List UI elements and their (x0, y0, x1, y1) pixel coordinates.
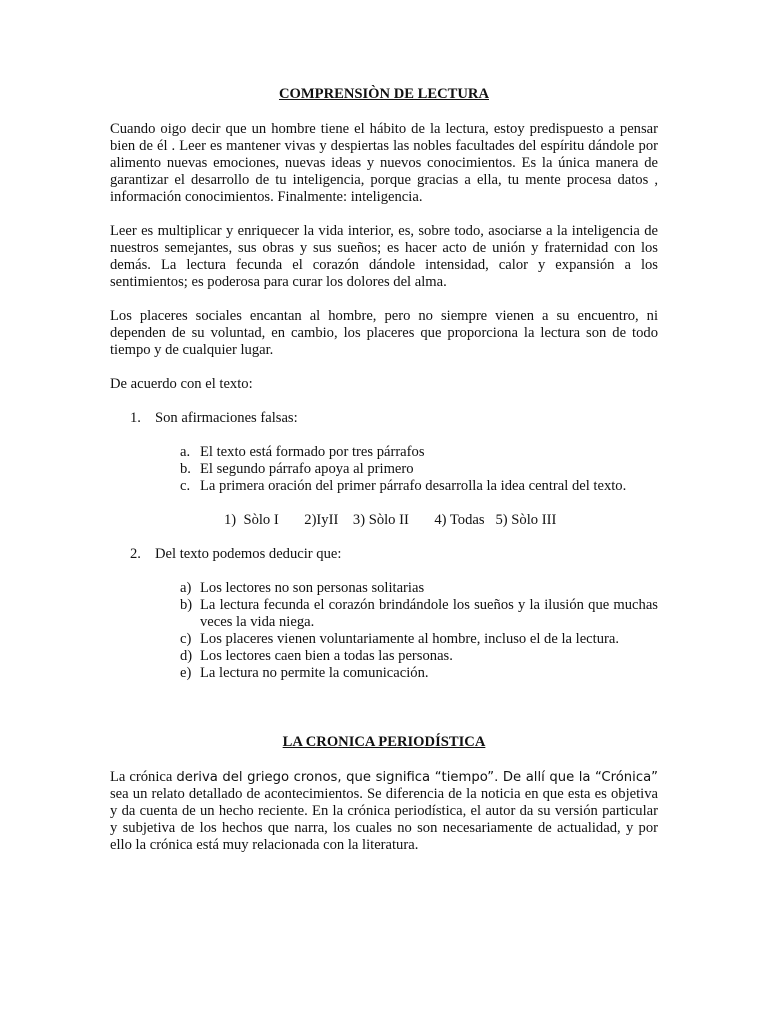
option-letter: c. (180, 478, 191, 494)
option-item (110, 665, 658, 682)
option-letter: c) (180, 631, 192, 647)
answer-choices: 1) Sòlo I 2)IyII 3) Sòlo II 4) Todas 5) Sòlo III (224, 512, 557, 528)
cronica-lead-serif: La crónica (110, 769, 177, 785)
paragraph-2: Leer es multiplicar y enriquecer la vida interior, es, sobre todo, asociarse a la inteligencia de nuestros semejantes, sus obras y sus sueños; es hacer acto de unión y fraternidad con los demás. La lectura fecunda el corazón dándole intensidad, calor y expansión a los sentimientos; es poderosa para curar los dolores del alma. (110, 223, 658, 290)
question-number: 1. (130, 410, 141, 426)
question-number: 2. (130, 546, 141, 562)
option-item (110, 648, 658, 665)
question-text: Del texto podemos deducir que: (155, 546, 342, 562)
option-text: Los lectores no son personas solitarias (200, 580, 425, 596)
questions-intro: De acuerdo con el texto: (110, 376, 253, 392)
paragraph-1: Cuando oigo decir que un hombre tiene el hábito de la lectura, estoy predispuesto a pensar bien de él . Leer es mantener vivas y despiertas las nobles facultades del espíritu dándole por alimento nuevas emociones, nuevas ideas y nuevos conocimientos. Es la única manera de garantizar el desarrollo de tu inteligencia, porque gracias a ella, tu mente procesa datos , información conocimientos. Finalmente: inteligencia. (110, 121, 658, 205)
section-title-comprension: COMPRENSIÒN DE LECTURA (278, 86, 489, 102)
cronica-paragraph (110, 769, 658, 854)
option-letter: a. (180, 444, 191, 460)
question-2-options (110, 580, 658, 682)
document-content (110, 86, 658, 854)
question-text: Son afirmaciones falsas: (155, 410, 298, 426)
option-item (110, 631, 658, 648)
option-item (110, 478, 658, 495)
option-text: El segundo párrafo apoya al primero (200, 461, 414, 477)
question-1-options (110, 444, 658, 495)
section-title-cronica: LA CRONICA PERIODÍSTICA (282, 734, 486, 750)
question-list (110, 546, 658, 563)
question-1 (110, 410, 658, 427)
option-text: La lectura no permite la comunicación. (200, 665, 429, 681)
option-text: Los placeres vienen voluntariamente al hombre, incluso el de la lectura. (200, 631, 620, 647)
option-letter: b. (180, 461, 191, 477)
option-letter: a) (180, 580, 192, 596)
option-letter: b) (180, 597, 193, 613)
option-text: Los lectores caen bien a todas las personas. (200, 648, 453, 664)
paragraph-3: Los placeres sociales encantan al hombre, pero no siempre vienen a su encuentro, ni dependen de su voluntad, en cambio, los placeres que proporciona la lectura son de todo tiempo y de cualquier lugar. (110, 308, 658, 358)
option-text: El texto está formado por tres párrafos (200, 444, 425, 460)
option-item (110, 580, 658, 597)
option-item (110, 597, 658, 631)
cronica-rest: sea un relato detallado de acontecimientos. Se diferencia de la noticia en que esta es objetiva y da cuenta de un hecho reciente. En la crónica periodística, el autor da su versión particular y subjetiva de los hechos que narra, los cuales no son necesariamente de actualidad, y por ello la crónica está muy relacionada con la literatura. (110, 786, 658, 853)
question-list (110, 410, 658, 427)
option-text: La lectura fecunda el corazón brindándole los sueños y la ilusión que muchas veces la vida niega. (200, 597, 658, 630)
option-letter: d) (180, 648, 193, 664)
option-item (110, 444, 658, 461)
option-text: La primera oración del primer párrafo desarrolla la idea central del texto. (200, 478, 627, 494)
option-item (110, 461, 658, 478)
cronica-lead-sans: deriva del griego cronos, que significa “tiempo”. De allí que la “Crónica” (176, 770, 658, 785)
question-2 (110, 546, 658, 563)
option-letter: e) (180, 665, 192, 681)
